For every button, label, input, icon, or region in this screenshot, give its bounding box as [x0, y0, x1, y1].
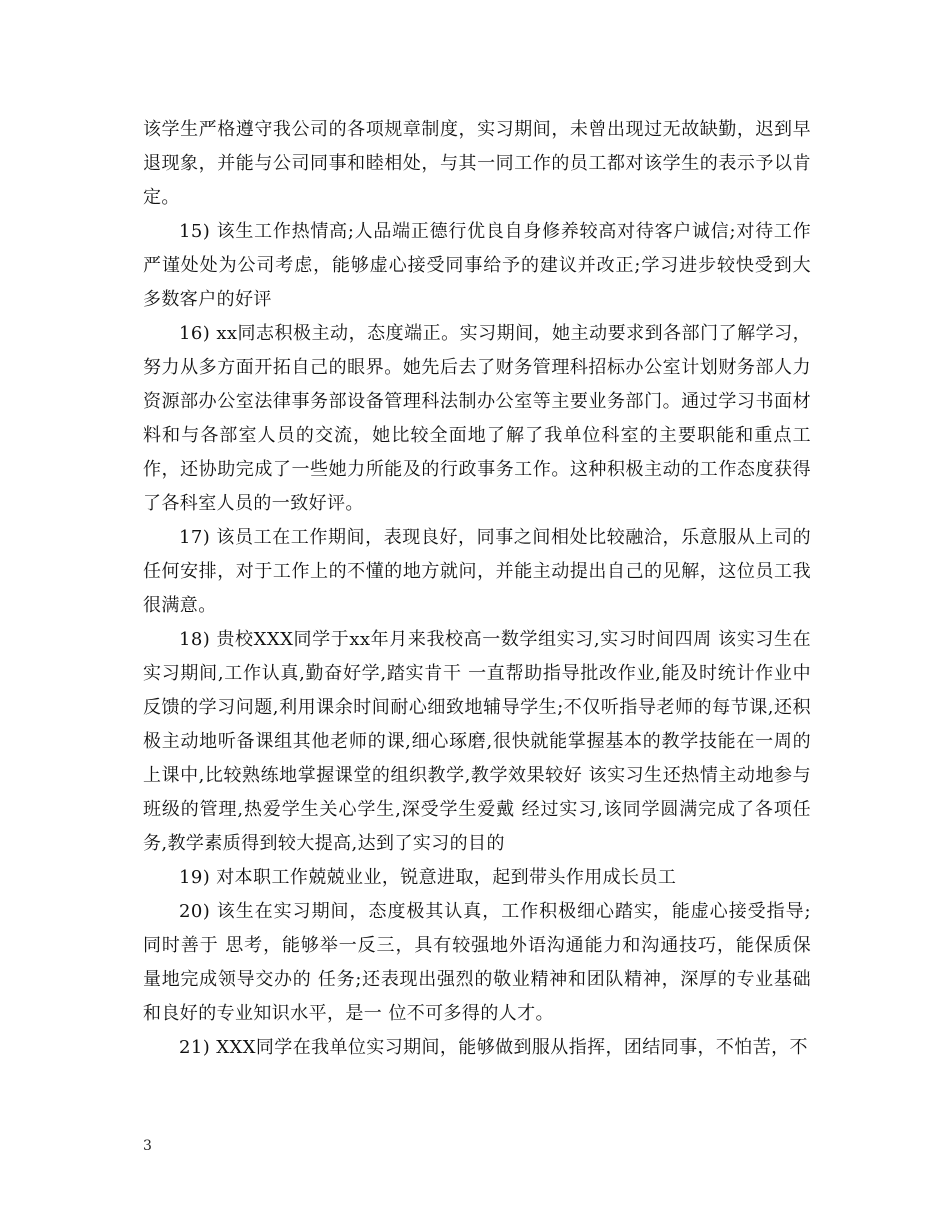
paragraph-item-17: 17) 该员工在工作期间，表现良好，同事之间相处比较融洽，乐意服从上司的任何安排，对于工作上的不懂的地方就问，并能主动提出自己的见解，这位员工我很满意。 — [143, 527, 811, 616]
paragraph-item-21: 21) XXX同学在我单位实习期间，能够做到服从指挥，团结同事，不怕苦，不 — [179, 1037, 808, 1058]
paragraph-item-15: 15) 该生工作热情高;人品端正德行优良自身修养较高对待客户诚信;对待工作严谨处处为公司考虑，能够虚心接受同事给予的建议并改正;学习进步较快受到大多数客户的好评 — [143, 221, 811, 310]
page-number: 3 — [143, 1138, 152, 1154]
paragraph-item-20: 20) 该生在实习期间，态度极其认真，工作积极细心踏实，能虚心接受指导;同时善于 思考，能够举一反三，具有较强地外语沟通能力和沟通技巧，能保质保量地完成领导交办的 任务;还表现出强烈的敬业精神和团队精神，深厚的专业基础和良好的专业知识水平，是一 位不可多得的人才。 — [143, 901, 811, 1024]
paragraph-item-18: 18) 贵校XXX同学于xx年月来我校高一数学组实习,实习时间四周 该实习生在实习期间,工作认真,勤奋好学,踏实肯干 一直帮助指导批改作业,能及时统计作业中反馈的学习问题,利用课余时间耐心细致地辅导学生;不仅听指导老师的每节课,还积极主动地听备课组其他老师的课,细心琢磨,很快就能掌握基本的教学技能在一周的上课中,比较熟练地掌握课堂的组织教学,教学效果较好 该实习生还热情主动地参与班级的管理,热爱学生关心学生,深受学生爱戴 经过实习,该同学圆满完成了各项任务,教学素质得到较大提高,达到了实习的目的 — [143, 629, 811, 854]
document-body — [143, 113, 811, 1065]
paragraph-item-19: 19) 对本职工作兢兢业业，锐意进取，起到带头作用成长员工 — [179, 867, 677, 888]
paragraph-continuation: 该学生严格遵守我公司的各项规章制度，实习期间，未曾出现过无故缺勤，迟到早退现象，并能与公司同事和睦相处，与其一同工作的员工都对该学生的表示予以肯定。 — [143, 119, 811, 208]
paragraph-item-16: 16) xx同志积极主动，态度端正。实习期间，她主动要求到各部门了解学习，努力从多方面开拓自己的眼界。她先后去了财务管理科招标办公室计划财务部人力资源部办公室法律事务部设备管理科法制办公室等主要业务部门。通过学习书面材料和与各部室人员的交流，她比较全面地了解了我单位科室的主要职能和重点工作，还协助完成了一些她力所能及的行政事务工作。这种积极主动的工作态度获得了各科室人员的一致好评。 — [143, 323, 811, 514]
